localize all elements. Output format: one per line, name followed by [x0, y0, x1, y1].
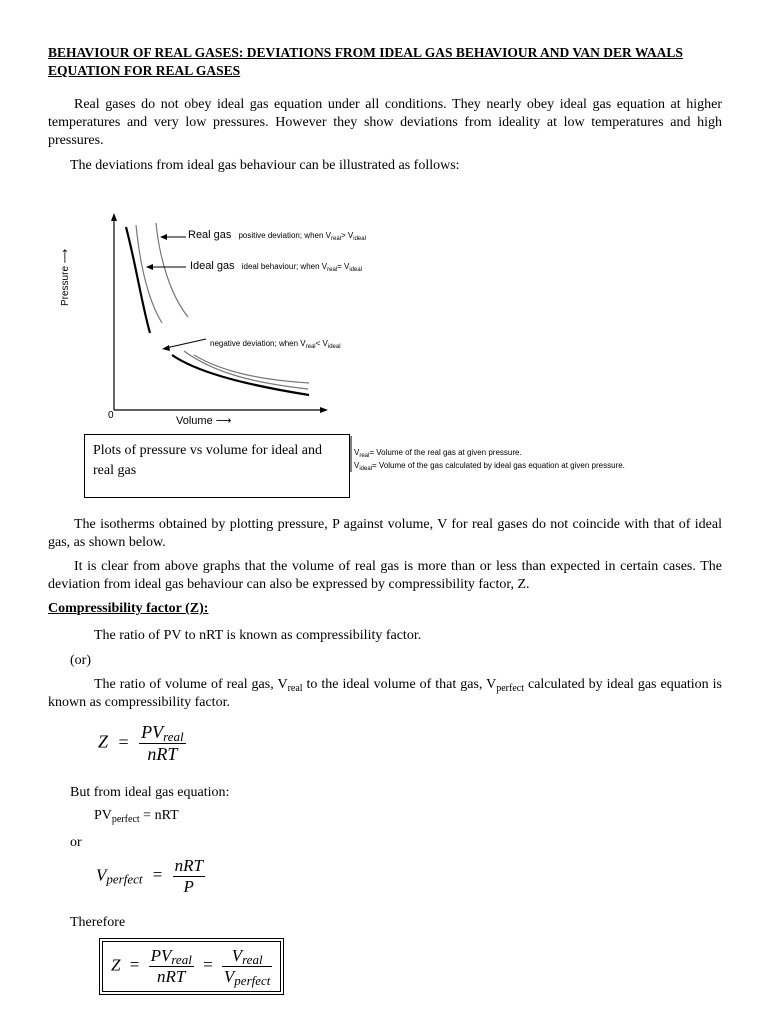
real-gas-pointer-head	[160, 234, 167, 240]
clear-paragraph: It is clear from above graphs that the volume of real gas is more than or less than expected in certain cases. The deviation from ideal gas behaviour can also be expressed by compressibility factor, Z.	[48, 559, 722, 592]
origin-label: 0	[108, 410, 114, 421]
ratio-volume-text: The ratio of volume of real gas, $V_{real}$ to the ideal volume of that gas, $V_{perfect}$ calculated by ideal gas equation is known as compressibility factor.	[48, 677, 722, 710]
legend-videal: $V_{ideal}=$ Volume of the gas calculated by ideal gas equation at given pressure.	[354, 461, 625, 472]
negative-deviation-pointer	[166, 339, 206, 348]
or-paren: (or)	[70, 653, 91, 668]
compressibility-heading: Compressibility factor (Z):	[48, 601, 209, 616]
equation-compressibility-boxed: Z = $\frac{PV_{real}}{\text{nRT}}$ = $\frac{V_{real}}{V_{perfect}}$	[102, 941, 281, 992]
negative-deviation-label: negative deviation; when $V_{real}< V_{ideal}$	[210, 339, 341, 350]
isotherms-paragraph: The isotherms obtained by plotting pressure, P against volume, V for real gases do not coincide with that of ideal gas, as shown below.	[48, 517, 722, 550]
y-axis-arrowhead	[111, 213, 117, 221]
legend-bracket	[349, 436, 353, 472]
real-gas-curve-lower-2	[194, 355, 309, 383]
legend-vreal: $V_{real}=$ Volume of the real gas at given pressure.	[354, 448, 522, 459]
equation-v-perfect: $V_{perfect}$ = $\frac{\text{nRT}}{P}$	[96, 856, 203, 896]
ideal-gas-label: Ideal gas ideal behaviour; when $V_{real}= V_{ideal}$	[190, 260, 363, 273]
but-from-text: But from ideal gas equation:	[70, 785, 230, 800]
pv-perfect-equation: $PV_{perfect}$ = nRT	[94, 808, 179, 825]
ideal-gas-curve-lower	[172, 355, 309, 395]
therefore-text: Therefore	[70, 915, 126, 930]
y-axis-label: Pressure ⟶	[60, 248, 71, 306]
x-axis-label: Volume ⟶	[176, 415, 232, 427]
ratio-pv-text: The ratio of PV to nRT is known as compressibility factor.	[94, 628, 422, 643]
real-gas-label: Real gas positive deviation; when $V_{real}> V_{ideal}$	[188, 229, 366, 242]
negative-deviation-pointer-head	[162, 345, 170, 351]
equation-compressibility: Z = $\frac{PV_{real}}{\text{nRT}}$	[98, 722, 184, 764]
intro-paragraph: Real gases do not obey ideal gas equation under all conditions. They nearly obey ideal gas equation at higher temperatures and very low pressures. However they show deviations from ideality at low temperatures and high pressures.	[48, 97, 722, 148]
figure-caption: Plots of pressure vs volume for ideal and real gas	[84, 434, 350, 498]
or-word: or	[70, 835, 82, 850]
illustration-intro: The deviations from ideal gas behaviour can be illustrated as follows:	[70, 158, 460, 173]
document-title: BEHAVIOUR OF REAL GASES: DEVIATIONS FROM IDEAL GAS BEHAVIOUR AND VAN DER WAALS EQUATION FOR REAL GASES	[48, 45, 683, 78]
x-axis-arrowhead	[320, 407, 328, 413]
ideal-gas-pointer-head	[146, 264, 153, 270]
